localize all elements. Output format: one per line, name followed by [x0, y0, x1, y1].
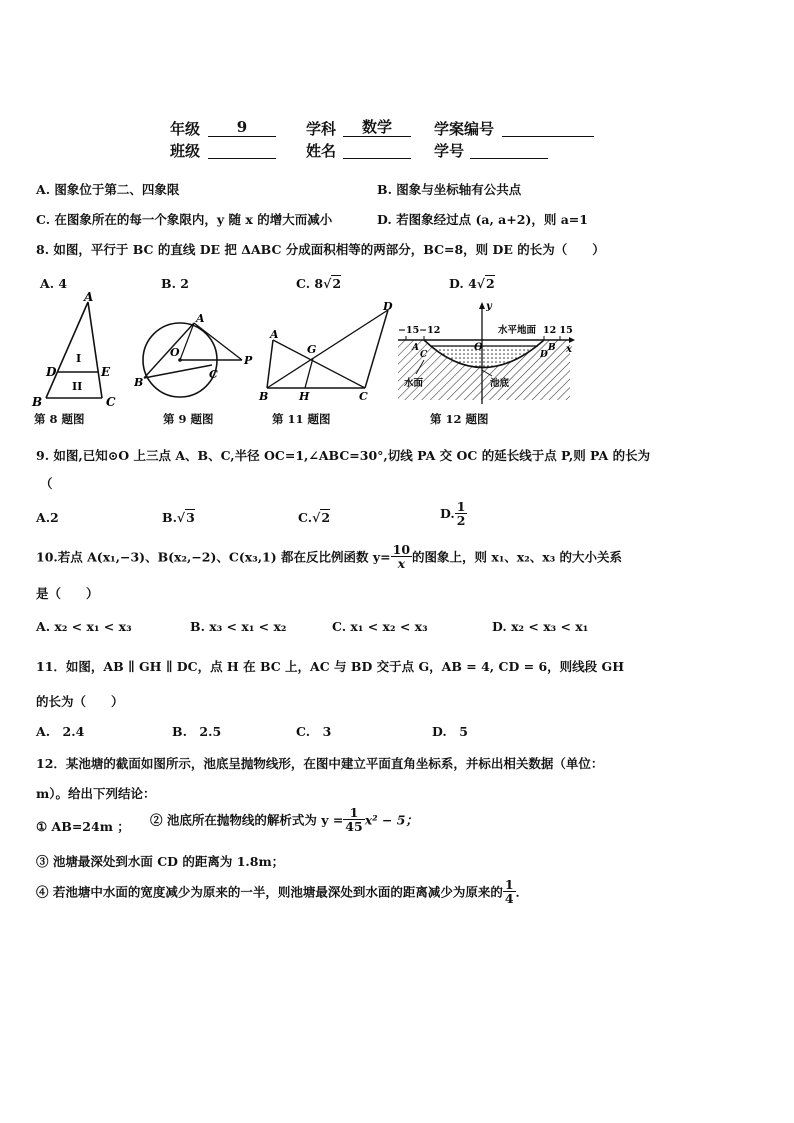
fig12-label-x: x: [566, 344, 572, 355]
subject-field[interactable]: 数学: [343, 118, 411, 137]
q9-option-a: A.2: [36, 510, 59, 525]
fig12-caption: 第 12 题图: [430, 412, 489, 426]
q10-stem: 10.若点 A(x₁,−3)、B(x₂,−2)、C(x₃,1) 都在反比例函数 y= $\frac{10}{x}$ 的图象上，则 x₁、x₂、x₃ 的大小关系: [36, 542, 623, 572]
fig8-label-a: A: [84, 292, 94, 304]
q11-line2: 的长为（ ）: [36, 694, 124, 709]
fig12-label-y: y: [486, 301, 492, 312]
fig11-label-b: B: [259, 390, 269, 403]
q12-conclusion-2: ② 池底所在抛物线的解析式为 y = $\frac{1}{45}$ x² − 5；: [150, 805, 419, 835]
fig9-label-p: P: [244, 354, 253, 367]
q12-stem-line1: 12．某池塘的截面如图所示，池底呈抛物线形，在图中建立平面直角坐标系，并标出相关数据（单位：: [36, 756, 604, 771]
q10-option-b: B. x₃ < x₁ < x₂: [190, 619, 287, 634]
fig12-right-ticks: 12 15: [543, 325, 573, 336]
fig9-label-o: O: [170, 346, 180, 359]
class-field[interactable]: [208, 140, 276, 159]
fig8-label-b: B: [32, 395, 43, 408]
fig11-caption: 第 11 题图: [272, 412, 331, 426]
q10-option-d: D. x₂ < x₃ < x₁: [492, 619, 589, 634]
q11-option-c: C. 3: [296, 724, 332, 739]
fig11-label-a: A: [270, 328, 279, 341]
q7-option-c: C. 在图象所在的每一个象限内，y 随 x 的增大而减小: [36, 212, 333, 227]
class-label: 班级: [170, 142, 201, 160]
q11-option-b: B. 2.5: [172, 724, 222, 739]
student-no-field[interactable]: [470, 140, 548, 159]
fig12-bottom-label: 池底: [490, 378, 510, 389]
plan-no-label: 学案编号: [434, 120, 495, 138]
fig9-caption: 第 9 题图: [163, 412, 214, 426]
q9-stem: 9. 如图,已知⊙O 上三点 A、B、C,半径 OC=1,∠ABC=30°,切线 PA 交 OC 的延长线于点 P,则 PA 的长为: [36, 448, 651, 463]
q11-option-a: A. 2.4: [36, 724, 85, 739]
q8-option-c: C. 8√2: [296, 276, 342, 291]
q7-option-d: D. 若图象经过点 (a, a+2)，则 a=1: [377, 212, 588, 227]
q7-option-b: B. 图象与坐标轴有公共点: [377, 182, 522, 197]
fig12-water-label: 水面: [404, 378, 424, 389]
grade-label: 年级: [170, 120, 201, 138]
q9-paren: （: [40, 476, 53, 491]
q12-conclusion-1: ① AB=24m ；: [36, 819, 130, 834]
name-field[interactable]: [343, 140, 411, 159]
fig8-label-d: D: [46, 365, 57, 379]
fig8-caption: 第 8 题图: [34, 412, 85, 426]
student-no-label: 学号: [434, 142, 465, 160]
fig8-label-c: C: [106, 395, 116, 408]
q10-option-c: C. x₁ < x₂ < x₃: [332, 619, 428, 634]
figure-12: [394, 300, 576, 408]
q12-conclusion-3: ③ 池塘最深处到水面 CD 的距离为 1.8m；: [36, 854, 285, 869]
q11-option-d: D. 5: [432, 724, 468, 739]
fig11-label-g: G: [307, 343, 317, 356]
q8-option-d: D. 4√2: [449, 276, 495, 291]
q12-stem-line2: m）。给出下列结论：: [36, 786, 156, 801]
fig11-label-c: C: [359, 390, 368, 403]
subject-label: 学科: [306, 120, 337, 138]
fig9-label-b: B: [134, 376, 144, 389]
fig11-label-h: H: [299, 390, 310, 403]
q9-option-c: C.√2: [298, 510, 331, 525]
q12-conclusion-4: ④ 若池塘中水面的宽度减少为原来的一半，则池塘最深处到水面的距离减少为原来的 $\frac{1}{4}$ ．: [36, 877, 529, 907]
fig12-label-d: D: [540, 350, 548, 360]
name-label: 姓名: [306, 142, 337, 160]
fig9-label-a: A: [196, 312, 205, 325]
q8-stem: 8. 如图，平行于 BC 的直线 DE 把 ΔABC 分成面积相等的两部分，BC=8，则 DE 的长为（ ）: [36, 242, 605, 257]
fig12-label-a: A: [412, 343, 419, 353]
plan-no-field[interactable]: [502, 118, 594, 137]
figure-8: [28, 292, 128, 408]
q9-option-b: B.√3: [162, 510, 195, 525]
q10-line2: 是（ ）: [36, 586, 99, 601]
fig12-label-c: C: [420, 350, 428, 360]
fig8-label-e: E: [101, 365, 111, 379]
fig12-label-b: B: [548, 343, 556, 353]
fig12-ground-label: 水平地面: [498, 325, 537, 336]
q8-option-a: A. 4: [40, 276, 68, 291]
grade-field[interactable]: 9: [208, 118, 276, 137]
q7-option-a: A. 图象位于第二、四象限: [36, 182, 180, 197]
fig8-region-2: II: [72, 380, 83, 393]
fig12-left-ticks: −15−12: [398, 325, 441, 336]
figure-11: [255, 300, 395, 405]
q10-option-a: A. x₂ < x₁ < x₃: [36, 619, 132, 634]
q11-stem: 11．如图，AB ∥ GH ∥ DC，点 H 在 BC 上，AC 与 BD 交于点 G，AB = 4, CD = 6，则线段 GH: [36, 659, 625, 674]
q9-option-d: D. $\frac{1}{2}$: [440, 499, 466, 529]
fig12-label-o: O: [474, 342, 483, 353]
q8-option-b: B. 2: [161, 276, 189, 291]
fig11-label-d: D: [383, 300, 393, 313]
figure-9: [134, 308, 259, 403]
fig9-label-c: C: [209, 368, 218, 381]
fig8-region-1: I: [76, 352, 82, 365]
